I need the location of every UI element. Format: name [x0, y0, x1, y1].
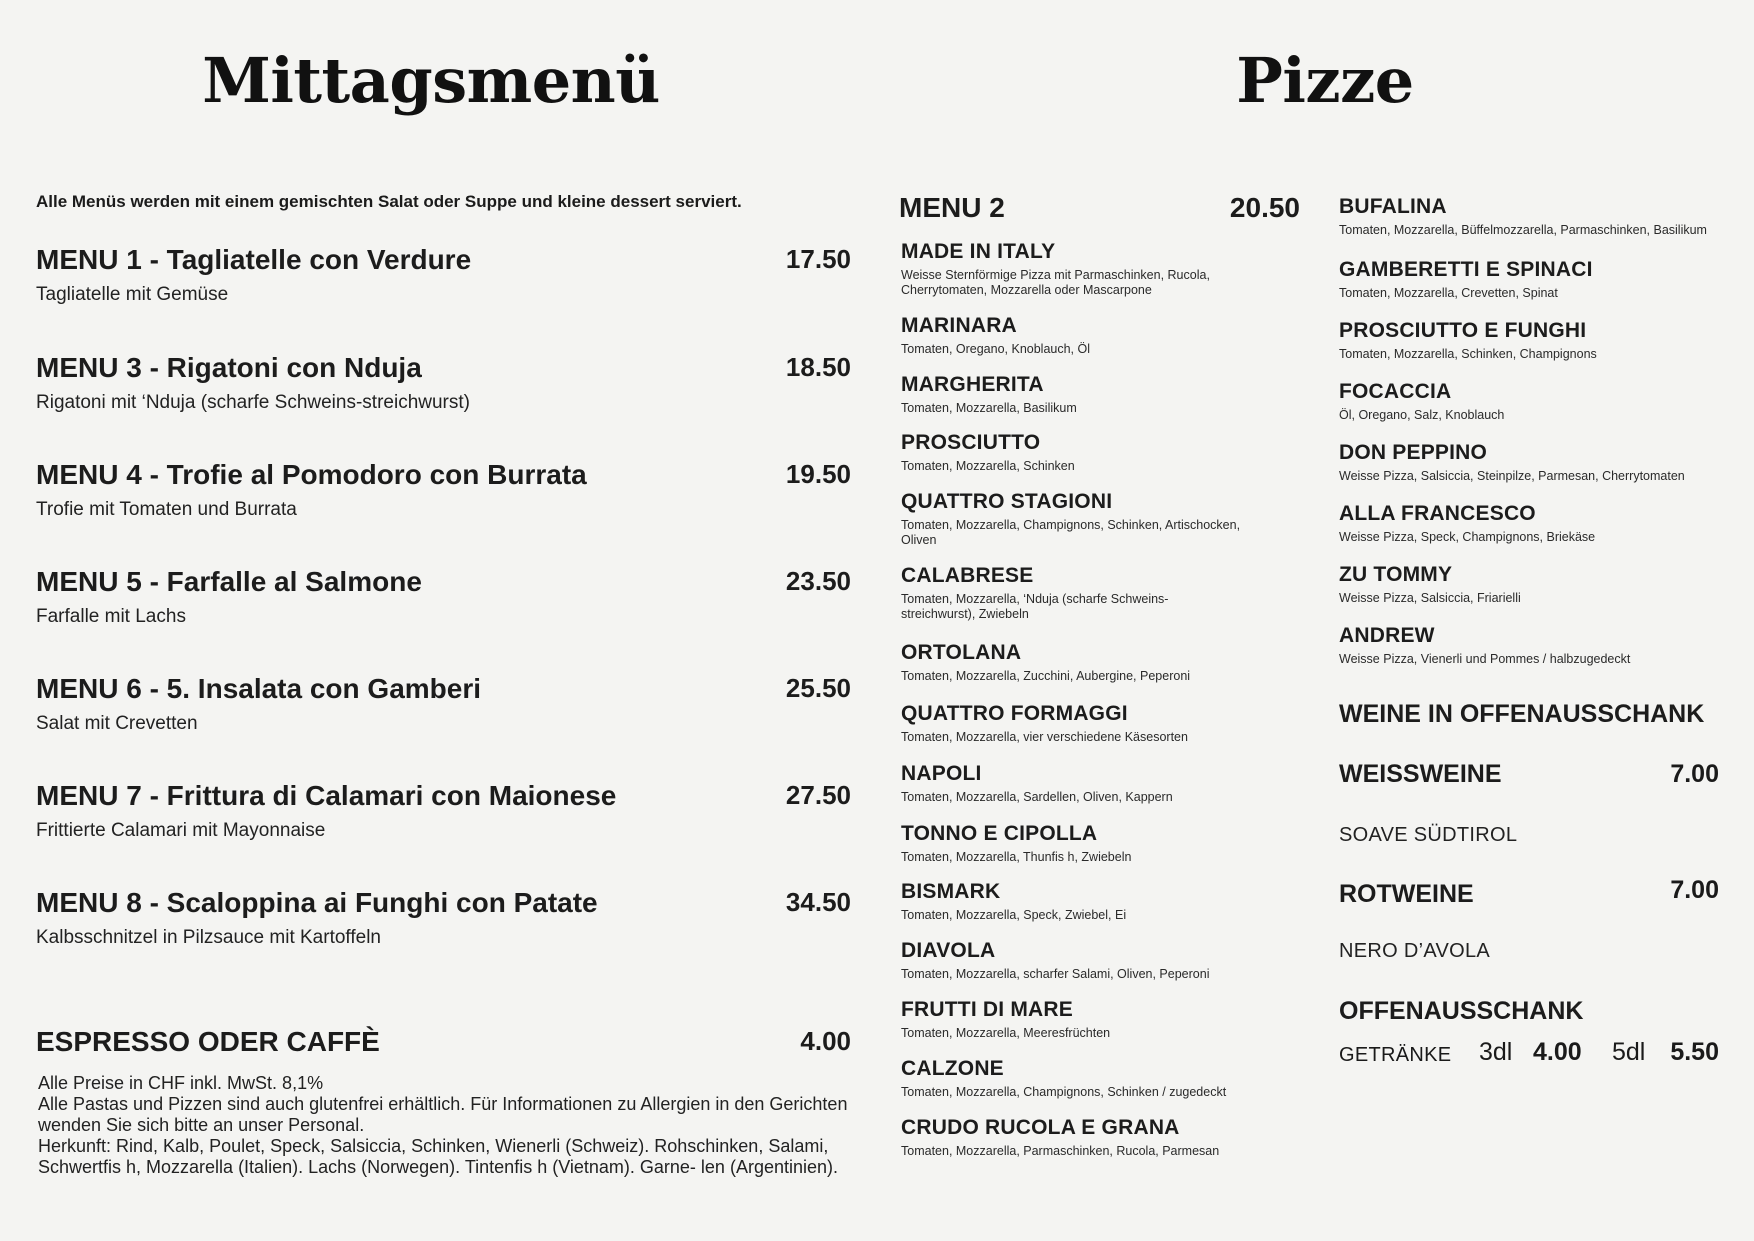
espresso-name: ESPRESSO ODER CAFFÈ [36, 1026, 380, 1057]
pizza-name: ANDREW [1339, 624, 1435, 647]
pizza-desc: Tomaten, Mozzarella, Schinken, Champignons [1339, 347, 1597, 361]
pizza-item [1339, 319, 1729, 362]
pizza-item [901, 762, 1241, 805]
menu-item-name: MENU 4 - Trofie al Pomodoro con Burrata [36, 459, 587, 490]
espresso-price: 4.00 [800, 1026, 851, 1056]
pizza-item [1339, 195, 1729, 238]
pizza-desc: Tomaten, Mozzarella, vier verschiedene Käsesorten [901, 730, 1188, 744]
menu-item-name: MENU 8 - Scaloppina ai Funghi con Patate [36, 887, 598, 918]
open-serve-price-1: 4.00 [1533, 1038, 1582, 1066]
menu2-name: MENU 2 [899, 192, 1005, 223]
pizza-item [901, 373, 1241, 416]
pizza-name: TONNO E CIPOLLA [901, 822, 1098, 845]
white-wine-sub: SOAVE SÜDTIROL [1339, 824, 1518, 846]
pizza-name: QUATTRO FORMAGGI [901, 702, 1128, 725]
espresso-item [36, 1026, 851, 1058]
pizza-item [901, 1116, 1241, 1159]
pizza-desc: Tomaten, Mozzarella, Champignons, Schinken, Artischocken, Oliven [901, 518, 1241, 547]
pizza-desc: Weisse Sternförmige Pizza mit Parmaschinken, Rucola, Cherrytomaten, Mozzarella oder Mascarpone [901, 268, 1210, 297]
open-serve-row [1339, 1038, 1719, 1072]
pizza-name: FRUTTI DI MARE [901, 998, 1073, 1021]
pizza-name: MARGHERITA [901, 373, 1044, 396]
menu-item-price: 23.50 [785, 566, 851, 596]
footer-origin-note: Herkunft: Rind, Kalb, Poulet, Speck, Salsiccia, Schinken, Wienerli (Schweiz). Rohschinken, Salami, Schwertfis h, Mozzarella (Italien). Lachs (Norwegen). Tintenfis h (Vietnam). Garne- len (Argentinien). [38, 1136, 838, 1177]
menu-item [36, 352, 851, 414]
menu-item-price: 25.50 [785, 673, 851, 703]
white-wine-row [1339, 760, 1719, 789]
pizza-desc: Tomaten, Mozzarella, Thunfis h, Zwiebeln [901, 850, 1132, 864]
pizza-desc: Weisse Pizza, Salsiccia, Friarielli [1339, 591, 1521, 605]
pizza-item [1339, 258, 1729, 301]
menu2-header [899, 192, 1300, 224]
menu-item-desc: Frittierte Calamari mit Mayonnaise [36, 820, 326, 841]
pizza-name: BISMARK [901, 880, 1001, 903]
pizza-name: FOCACCIA [1339, 380, 1452, 403]
pizza-name: PROSCIUTTO E FUNGHI [1339, 319, 1587, 342]
menu-item-desc: Kalbsschnitzel in Pilzsauce mit Kartoffeln [36, 927, 381, 948]
pizza-item [1339, 441, 1729, 484]
pizza-name: BUFALINA [1339, 195, 1447, 218]
pizza-item [1339, 502, 1729, 545]
pizza-item [901, 822, 1241, 865]
pizza-item [901, 564, 1241, 622]
pizza-name: CALABRESE [901, 564, 1034, 587]
pizza-desc: Weisse Pizza, Salsiccia, Steinpilze, Parmesan, Cherrytomaten [1339, 469, 1685, 483]
pizza-desc: Tomaten, Mozzarella, Schinken [901, 459, 1075, 473]
pizza-desc: Tomaten, Mozzarella, Parmaschinken, Rucola, Parmesan [901, 1144, 1220, 1158]
menu-item-price: 19.50 [785, 459, 851, 489]
lunch-menu-title: Mittagsmenü [202, 44, 660, 117]
pizza-desc: Tomaten, Oregano, Knoblauch, Öl [901, 342, 1091, 356]
menu-item-name: MENU 7 - Frittura di Calamari con Maionese [36, 780, 617, 811]
menu-item [36, 780, 851, 842]
wines-heading: WEINE IN OFFENAUSSCHANK [1339, 700, 1705, 728]
menu-item [36, 673, 851, 735]
pizza-name: GAMBERETTI E SPINACI [1339, 258, 1593, 281]
footer-prices-note: Alle Preise in CHF inkl. MwSt. 8,1% [38, 1073, 324, 1093]
pizza-item [901, 240, 1241, 298]
pizza-item [901, 490, 1241, 548]
pizza-desc: Tomaten, Mozzarella, scharfer Salami, Oliven, Peperoni [901, 967, 1210, 981]
open-serve-heading: OFFENAUSSCHANK [1339, 997, 1584, 1025]
menu-item-price: 18.50 [785, 352, 851, 382]
pizza-desc: Tomaten, Mozzarella, ‘Nduja (scharfe Schweins-streichwurst), Zwiebeln [901, 592, 1169, 621]
pizza-desc: Tomaten, Mozzarella, Crevetten, Spinat [1339, 286, 1558, 300]
white-wine-price: 7.00 [1670, 760, 1719, 788]
pizza-name: PROSCIUTTO [901, 431, 1041, 454]
open-serve-price-2: 5.50 [1670, 1038, 1719, 1066]
pizza-name: ALLA FRANCESCO [1339, 502, 1536, 525]
menu-item-desc: Trofie mit Tomaten und Burrata [36, 499, 297, 520]
menu-item-price: 34.50 [785, 887, 851, 917]
pizza-desc: Tomaten, Mozzarella, Sardellen, Oliven, Kappern [901, 790, 1173, 804]
menu-item-desc: Salat mit Crevetten [36, 713, 198, 734]
menu-item-desc: Tagliatelle mit Gemüse [36, 284, 229, 305]
pizza-item [901, 998, 1241, 1041]
pizza-item [901, 314, 1241, 357]
pizza-name: CALZONE [901, 1057, 1004, 1080]
red-wine-name: ROTWEINE [1339, 880, 1474, 908]
pizza-item [901, 641, 1241, 684]
pizza-desc: Weisse Pizza, Vienerli und Pommes / halbzugedeckt [1339, 652, 1631, 666]
pizza-title: Pizze [1236, 44, 1414, 117]
menu-item [36, 566, 851, 628]
pizza-desc: Tomaten, Mozzarella, Champignons, Schinken / zugedeckt [901, 1085, 1227, 1099]
pizza-item [1339, 380, 1729, 423]
pizza-name: NAPOLI [901, 762, 982, 785]
red-wine-sub: NERO D’AVOLA [1339, 940, 1491, 962]
pizza-name: ORTOLANA [901, 641, 1022, 664]
menu-item-desc: Farfalle mit Lachs [36, 606, 186, 627]
pizza-name: DIAVOLA [901, 939, 996, 962]
pizza-item [901, 1057, 1241, 1100]
pizza-name: MARINARA [901, 314, 1017, 337]
pizza-item [901, 880, 1241, 923]
pizza-desc: Weisse Pizza, Speck, Champignons, Briekäse [1339, 530, 1596, 544]
menu-item [36, 459, 851, 521]
pizza-item [901, 939, 1241, 982]
menu-item-price: 27.50 [785, 780, 851, 810]
footer-allergy-note: Alle Pastas und Pizzen sind auch glutenfrei erhältlich. Für Informationen zu Allergien in den Gerichten wenden Sie sich bitte an unser Personal. [38, 1094, 848, 1135]
pizza-name: ZU TOMMY [1339, 563, 1453, 586]
menu-item-name: MENU 1 - Tagliatelle con Verdure [36, 244, 472, 275]
lunch-intro: Alle Menüs werden mit einem gemischten Salat oder Suppe und kleine dessert serviert. [36, 192, 742, 211]
pizza-desc: Tomaten, Mozzarella, Meeresfrüchten [901, 1026, 1111, 1040]
pizza-desc: Öl, Oregano, Salz, Knoblauch [1339, 408, 1505, 422]
pizza-desc: Tomaten, Mozzarella, Zucchini, Aubergine, Peperoni [901, 669, 1191, 683]
menu-item-name: MENU 6 - 5. Insalata con Gamberi [36, 673, 482, 704]
pizza-item [901, 431, 1241, 474]
menu-item [36, 887, 851, 949]
pizza-desc: Tomaten, Mozzarella, Büffelmozzarella, Parmaschinken, Basilikum [1339, 223, 1707, 237]
pizza-name: MADE IN ITALY [901, 240, 1056, 263]
menu2-price: 20.50 [1229, 192, 1300, 223]
menu-item-price: 17.50 [785, 244, 851, 274]
open-serve-size-1: 3dl [1479, 1038, 1513, 1066]
menu-item [36, 244, 851, 306]
pizza-desc: Tomaten, Mozzarella, Speck, Zwiebel, Ei [901, 908, 1127, 922]
red-wine-row [1339, 876, 1719, 909]
menu-item-desc: Rigatoni mit ‘Nduja (scharfe Schweins-streichwurst) [36, 392, 470, 413]
pizza-item [901, 702, 1241, 745]
pizza-item [1339, 624, 1729, 667]
white-wine-name: WEISSWEINE [1339, 760, 1502, 788]
open-serve-size-2: 5dl [1612, 1038, 1646, 1066]
menu-item-name: MENU 5 - Farfalle al Salmone [36, 566, 422, 597]
pizza-name: DON PEPPINO [1339, 441, 1488, 464]
red-wine-price: 7.00 [1670, 876, 1719, 904]
open-serve-label: GETRÄNKE [1339, 1044, 1452, 1066]
pizza-item [1339, 563, 1729, 606]
pizza-name: QUATTRO STAGIONI [901, 490, 1113, 513]
pizza-desc: Tomaten, Mozzarella, Basilikum [901, 401, 1077, 415]
pizza-name: CRUDO RUCOLA E GRANA [901, 1116, 1180, 1139]
footer-notes [38, 1073, 853, 1178]
menu-item-name: MENU 3 - Rigatoni con Nduja [36, 352, 422, 383]
